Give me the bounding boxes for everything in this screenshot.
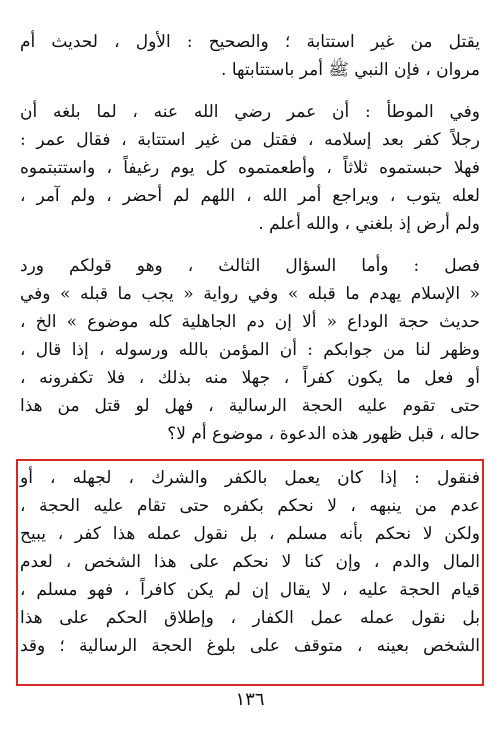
text-line: حاله ، قبل ظهور هذه الدعوة ، موضوع أم لا؟ xyxy=(167,424,480,444)
text-line: فنقول : إذا كان يعمل بالكفر والشرك ، لجهله ، أو xyxy=(20,468,480,488)
text-line: قيام الحجة عليه ، لا يقال إن لم يكن كافراً ، فهو مسلم ، xyxy=(20,580,480,600)
text-line: ولكن لا نحكم بأنه مسلم ، بل نقول عمله هذا كفر ، يبيح xyxy=(20,524,480,544)
text-line: وظهر لنا من جوابكم : أن المؤمن بالله ورسوله ، إذا قال ، xyxy=(20,340,480,360)
text-line: بل نقول عمله عمل الكفار ، وإطلاق الحكم على هذا xyxy=(20,608,480,628)
text-line: الشخص بعينه ، متوقف على بلوغ الحجة الرسالية ؛ وقد xyxy=(20,636,480,656)
text-line: ولم أرض إذ بلغني ، والله أعلم . xyxy=(258,214,480,234)
text-line: عدم من ينبهه ، لا نحكم بكفره حتى تقام عليه الحجة ، xyxy=(20,496,480,516)
text-line: فصل : وأما السؤال الثالث ، وهو قولكم ورد xyxy=(20,256,480,276)
text-line: فهلا حبستموه ثلاثاً ، وأطعمتموه كل يوم رغيفاً ، واستتبتموه xyxy=(20,158,480,178)
text-line: رجلاً كفر بعد إسلامه ، فقتل من غير استتابة ، فقال عمر : xyxy=(20,130,480,150)
text-line: أو فعل ما يكون كفراً ، جهلا منه بذلك ، فلا تكفرونه ، xyxy=(20,368,480,388)
text-line: المال والدم ، وإن كنا لا نحكم على هذا الشخص ، لعدم xyxy=(20,552,480,572)
text-line: يقتل من غير استتابة ؛ والصحيح : الأول ، لحديث أم xyxy=(20,32,480,52)
text-line: وفي الموطأ : أن عمر رضي الله عنه ، لما بلغه أن xyxy=(20,102,480,122)
text-line: لعله يتوب ، ويراجع أمر الله ، اللهم لم أحضر ، ولم آمر ، xyxy=(20,186,480,206)
text-line: مروان ، فإن النبي ﷺ أمر باستتابتها . xyxy=(221,60,480,80)
text-line: حديث حجة الوداع « ألا إن دم الجاهلية كله موضوع » الخ ، xyxy=(20,312,480,332)
text-line: « الإسلام يهدم ما قبله » وفي رواية « يجب ما قبله » وفي xyxy=(20,284,480,304)
text-line: حتى تقوم عليه الحجة الرسالية ، فهل لو قتل من هذا xyxy=(20,396,480,416)
page-number: ١٣٦ xyxy=(235,689,265,710)
